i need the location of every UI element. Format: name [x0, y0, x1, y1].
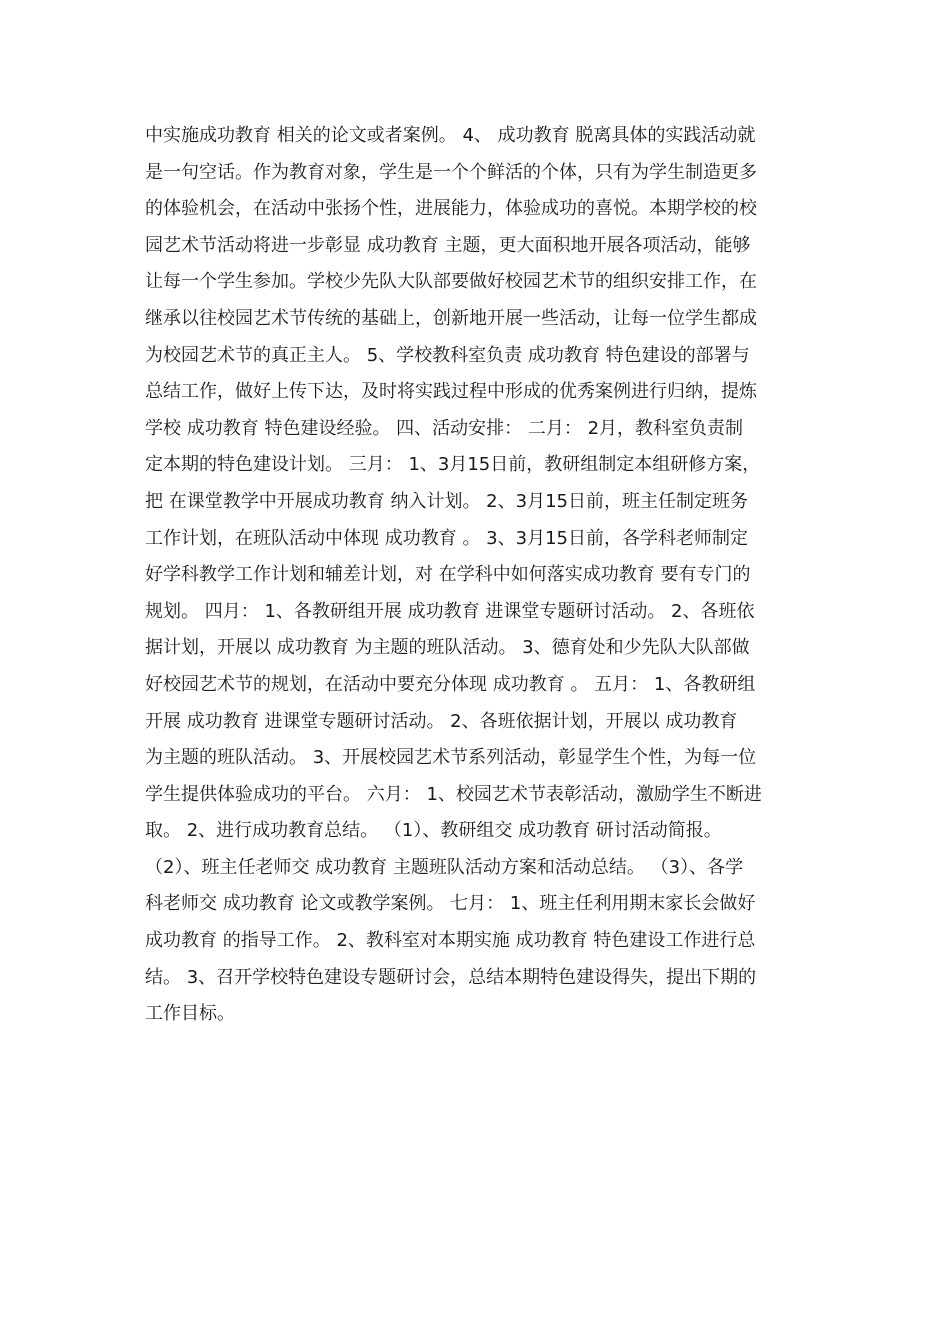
- text-line: （2）、班主任老师交 成功教育 主题班队活动方案和活动总结。 （3）、各学: [145, 856, 744, 878]
- text-line: 工作目标。: [145, 1003, 235, 1025]
- text-line: 好校园艺术节的规划，在活动中要充分体现 成功教育 。 五月： 1、各教研组: [145, 673, 756, 695]
- text-line: 为主题的班队活动。 3、开展校园艺术节系列活动，彰显学生个性，为每一位: [145, 747, 757, 769]
- text-line: 总结工作，做好上传下达，及时将实践过程中形成的优秀案例进行归纳，提炼: [145, 381, 757, 403]
- text-line: 据计划，开展以 成功教育 为主题的班队活动。 3、德育处和少先队大队部做: [145, 637, 750, 659]
- text-line: 开展 成功教育 进课堂专题研讨活动。 2、各班依据计划，开展以 成功教育: [145, 710, 738, 732]
- text-line: 继承以往校园艺术节传统的基础上，创新地开展一些活动，让每一位学生都成: [145, 307, 757, 329]
- text-line: 规划。 四月： 1、各教研组开展 成功教育 进课堂专题研讨活动。 2、各班依: [145, 600, 755, 622]
- text-line: 的体验机会，在活动中张扬个性，进展能力，体验成功的喜悦。本期学校的校: [145, 198, 757, 220]
- text-line: 结。 3、召开学校特色建设专题研讨会，总结本期特色建设得失，提出下期的: [145, 966, 757, 988]
- text-line: 让每一个学生参加。学校少先队大队部要做好校园艺术节的组织安排工作，在: [145, 271, 757, 293]
- text-line: 成功教育 的指导工作。 2、教科室对本期实施 成功教育 特色建设工作进行总: [145, 930, 756, 952]
- text-line: 是一句空话。作为教育对象，学生是一个个鲜活的个体，只有为学生制造更多: [145, 161, 757, 183]
- text-line: 科老师交 成功教育 论文或教学案例。 七月： 1、班主任利用期末家长会做好: [145, 893, 756, 915]
- text-line: 定本期的特色建设计划。 三月： 1、3月15日前，教研组制定本组研修方案，: [145, 454, 761, 476]
- body-text: [145, 118, 825, 1033]
- text-line: 学生提供体验成功的平台。 六月： 1、校园艺术节表彰活动，激励学生不断进: [145, 783, 762, 805]
- text-line: 园艺术节活动将进一步彰显 成功教育 主题，更大面积地开展各项活动，能够: [145, 234, 751, 256]
- text-line: 为校园艺术节的真正主人。 5、学校教科室负责 成功教育 特色建设的部署与: [145, 344, 750, 366]
- text-line: 中实施成功教育 相关的论文或者案例。 4、 成功教育 脱离具体的实践活动就: [145, 125, 756, 146]
- text-line: 学校 成功教育 特色建设经验。 四、活动安排： 二月： 2月，教科室负责制: [145, 417, 744, 439]
- text-line: 工作计划，在班队活动中体现 成功教育 。 3、3月15日前，各学科老师制定: [145, 527, 748, 549]
- text-line: 把 在课堂教学中开展成功教育 纳入计划。 2、3月15日前，班主任制定班务: [145, 490, 748, 512]
- text-line: 好学科教学工作计划和辅差计划，对 在学科中如何落实成功教育 要有专门的: [145, 564, 751, 586]
- text-line: 取。 2、进行成功教育总结。 （1）、教研组交 成功教育 研讨活动简报。: [145, 820, 722, 842]
